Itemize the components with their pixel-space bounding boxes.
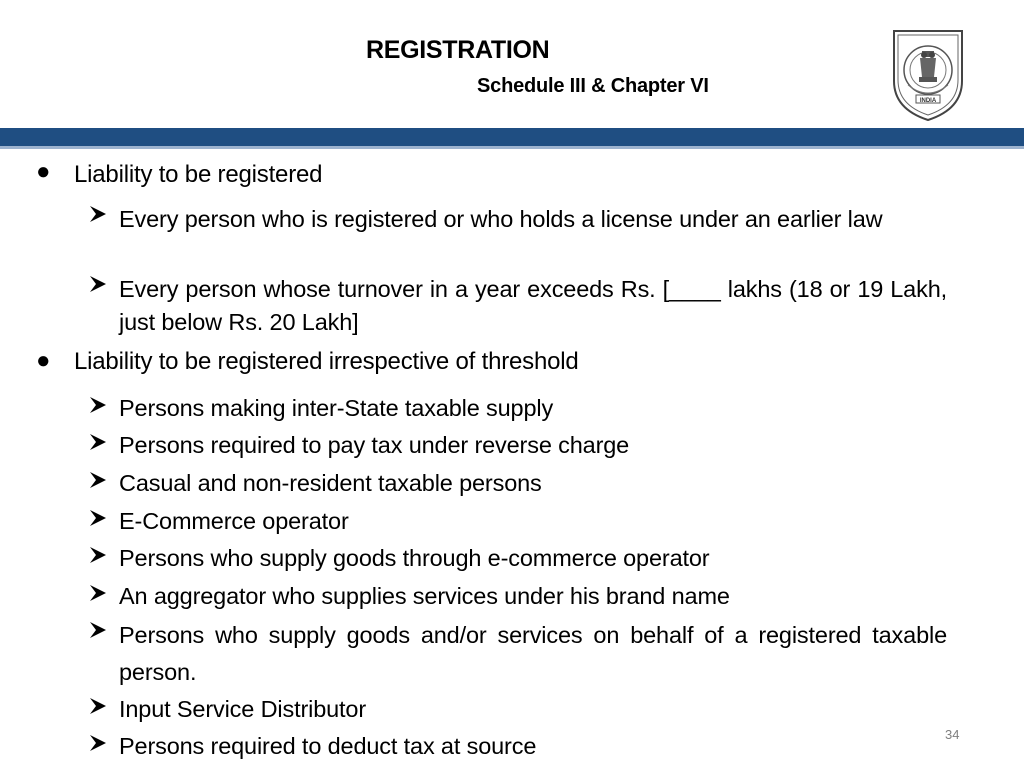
list-item: Casual and non-resident taxable persons xyxy=(119,470,542,496)
arrow-bullet-icon xyxy=(88,508,108,528)
list-item: Persons making inter-State taxable supply xyxy=(119,395,554,421)
bullet-dot: ● xyxy=(36,158,51,185)
arrow-bullet-icon xyxy=(88,395,108,415)
list-item: E-Commerce operator xyxy=(119,508,349,534)
slide-title: REGISTRATION xyxy=(366,36,550,64)
arrow-bullet-icon xyxy=(88,545,108,565)
slide-subtitle: Schedule III & Chapter VI xyxy=(477,75,709,97)
arrow-bullet-icon xyxy=(88,432,108,452)
list-item: Every person who is registered or who holds a license under an earlier law xyxy=(119,206,883,232)
arrow-bullet-icon xyxy=(88,274,108,294)
section-heading: Liability to be registered irrespective of threshold xyxy=(74,348,579,375)
arrow-bullet-icon xyxy=(88,733,108,753)
list-item: Persons who supply goods and/or services on behalf of a registered taxable person. xyxy=(119,622,947,685)
list-item: An aggregator who supplies services under his brand name xyxy=(119,583,730,609)
emblem-text: INDIA xyxy=(919,98,937,104)
arrow-bullet-icon xyxy=(88,583,108,603)
list-item: Persons required to pay tax under reverse charge xyxy=(119,432,630,458)
list-item: Every person whose turnover in a year exceeds Rs. [____ lakhs (18 or 19 Lakh, just below Rs. 20 Lakh] xyxy=(119,276,947,335)
section-heading: Liability to be registered xyxy=(74,161,323,188)
list-item: Persons required to deduct tax at source xyxy=(119,733,537,759)
arrow-bullet-icon xyxy=(88,696,108,716)
list-item: Persons who supply goods through e-commerce operator xyxy=(119,545,710,571)
arrow-bullet-icon xyxy=(88,470,108,490)
arrow-bullet-icon xyxy=(88,620,108,640)
bullet-dot: ● xyxy=(36,347,51,374)
page-number: 34 xyxy=(945,727,960,742)
list-item: Input Service Distributor xyxy=(119,696,367,722)
arrow-bullet-icon xyxy=(88,204,108,224)
